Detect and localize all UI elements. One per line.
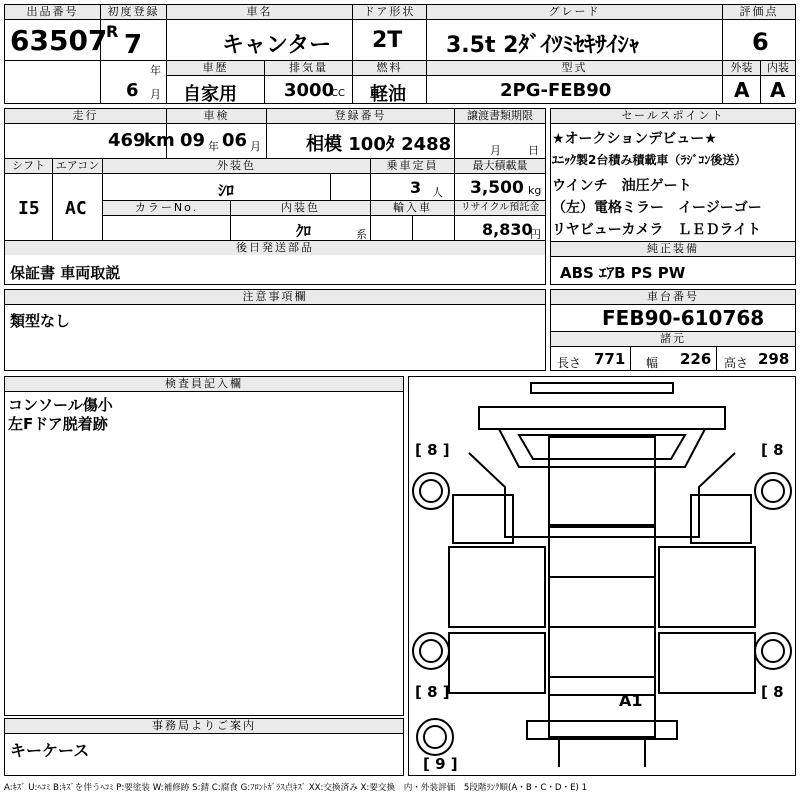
exterior-grade: A	[734, 78, 750, 102]
displacement: 3000	[284, 80, 335, 101]
sales-line: （左）電格ミラー イージーゴー	[552, 200, 762, 216]
chassis-number: FEB90-610768	[602, 306, 765, 330]
sales-line: リヤビューカメラ ＬＥＤライト	[552, 222, 762, 238]
length: 771	[594, 350, 626, 368]
tire-mark: [ 8 ]	[415, 683, 450, 701]
inspection-month-unit: 月	[250, 140, 261, 153]
divider	[330, 174, 331, 200]
reg-month: 6	[126, 80, 139, 101]
tire-mark: [ 8	[761, 683, 784, 701]
transfer-label: 譲渡書類期限	[455, 109, 545, 124]
door-type: 2T	[372, 28, 403, 53]
interior-color-label: 内装色	[231, 201, 370, 216]
plate-number: 相模 100ﾀ 2488	[306, 134, 452, 155]
car-name-label: 車名	[167, 5, 352, 20]
capacity-label: 乗車定員	[371, 159, 454, 174]
office-label: 事務局よりご案内	[5, 719, 403, 734]
length-label: 長さ	[557, 356, 582, 370]
vehicle-diagram	[408, 376, 796, 776]
notes-label: 注意事項欄	[5, 290, 545, 305]
mileage-label: 走行	[5, 109, 166, 124]
specs-label: 諸元	[551, 332, 795, 347]
car-name: キャンター	[222, 33, 332, 58]
interior-label: 内装	[761, 61, 795, 76]
inspection-year: 09	[180, 130, 206, 151]
equipment-label: 純正装備	[551, 242, 795, 257]
max-load-unit: kg	[528, 184, 542, 197]
tire-mark: [ 8	[761, 441, 784, 459]
tire-mark-value: 8	[773, 441, 784, 459]
ac-label: エアコン	[53, 159, 102, 174]
fuel: 軽油	[370, 84, 406, 105]
later-parts: 保証書 車両取説	[10, 264, 121, 282]
damage-code: A1	[619, 691, 643, 710]
grade: 3.5t 2ﾀﾞｲﾂﾐｾｷｻｲｼｬ	[446, 33, 640, 58]
color-no-label: カラーNo.	[103, 201, 230, 216]
capacity-unit: 人	[432, 186, 443, 199]
interior-grade: A	[770, 78, 786, 102]
tire-mark: [ 8 ]	[415, 441, 450, 459]
exterior-color: ｼﾛ	[218, 181, 235, 200]
max-load-label: 最大積載量	[455, 159, 545, 174]
divider	[716, 346, 717, 371]
equipment: ABS ｴｱB PS PW	[560, 264, 686, 282]
inspector-line: 左Fドア脱着跡	[8, 415, 108, 433]
fuel-label: 燃料	[353, 61, 426, 76]
notes: 類型なし	[10, 312, 71, 330]
interior-color: ｸﾛ	[296, 222, 312, 240]
tire-mark-value: 9	[435, 755, 446, 773]
capacity: 3	[410, 178, 422, 197]
inspection-label: 車検	[167, 109, 266, 124]
inspection-year-unit: 年	[208, 140, 219, 153]
office-note: キーケース	[10, 741, 90, 760]
inspector-label: 検査員記入欄	[5, 377, 403, 392]
displacement-label: 排気量	[265, 61, 352, 76]
model-label: 型式	[427, 61, 722, 76]
lot-number: 63507	[10, 24, 108, 57]
tire-mark-value: 8	[427, 441, 438, 459]
inspection-month: 06	[222, 130, 248, 151]
air-conditioner: AC	[65, 198, 87, 219]
max-load: 3,500	[470, 178, 524, 198]
sales-line: ウインチ 油圧ゲート	[552, 178, 692, 194]
first-reg-label: 初度登録	[101, 5, 166, 20]
tire-mark: [ 9 ]	[423, 755, 458, 773]
sales-line: ★オークションデビュー★	[552, 131, 717, 147]
divider	[4, 60, 100, 61]
shift: I5	[18, 198, 40, 219]
inspector-line: コンソール傷小	[8, 396, 113, 414]
chassis-label: 車台番号	[551, 290, 795, 305]
later-parts-label: 後日発送部品	[5, 241, 545, 256]
exterior-label: 外装	[723, 61, 760, 76]
interior-color-unit: 系	[356, 228, 367, 241]
shift-label: シフト	[5, 159, 52, 174]
reg-year: 7	[124, 30, 143, 60]
lot-label: 出品番号	[5, 5, 100, 20]
door-label: ドア形状	[353, 5, 426, 20]
history: 自家用	[183, 84, 237, 105]
truck-outline	[409, 377, 795, 775]
model-code: 2PG-FEB90	[500, 80, 612, 101]
height: 298	[758, 350, 790, 368]
import-label: 輸入車	[371, 201, 454, 216]
exterior-color-label: 外装色	[103, 159, 370, 174]
year-unit: 年	[150, 64, 161, 77]
mileage: 469	[108, 130, 146, 151]
era: R	[106, 22, 119, 41]
recycle-unit: 円	[530, 228, 541, 241]
recycle-fee: 8,830	[482, 220, 533, 239]
sales-point-label: セールスポイント	[551, 109, 795, 124]
height-label: 高さ	[724, 356, 749, 370]
tire-mark-value: 8	[427, 683, 438, 701]
legend-footer: A:ｷｽﾞ U:ﾍｺﾐ B:ｷｽﾞを伴うﾍｺﾐ P:要塗装 W:補修跡 S:錆 C:腐食 G:ﾌﾛﾝﾄｶﾞﾗｽ点ｷｽﾞ XX:交換済み X:要交換 内・外装評価 5段階ﾗﾝｸ順(A・B・C・D・E) 1	[4, 783, 588, 793]
divider	[630, 346, 631, 371]
width: 226	[680, 350, 712, 368]
sales-line: ﾕﾆｯｸ製2台積み積載車（ﾗｼﾞｺﾝ後送）	[552, 153, 747, 167]
history-label: 車歴	[167, 61, 264, 76]
mileage-unit: km	[144, 130, 175, 151]
grade-label: グレード	[427, 5, 722, 20]
rating: 6	[752, 28, 769, 56]
tire-mark-value: 8	[773, 683, 784, 701]
month-unit: 月	[150, 88, 161, 101]
transfer-month: 月	[490, 144, 501, 157]
cc-unit: CC	[331, 88, 345, 99]
width-label: 幅	[646, 356, 659, 370]
transfer-day: 日	[528, 144, 539, 157]
plate-label: 登録番号	[267, 109, 454, 124]
recycle-label: リサイクル預託金	[455, 201, 545, 216]
rating-label: 評価点	[723, 5, 795, 20]
spec-block	[4, 108, 546, 256]
